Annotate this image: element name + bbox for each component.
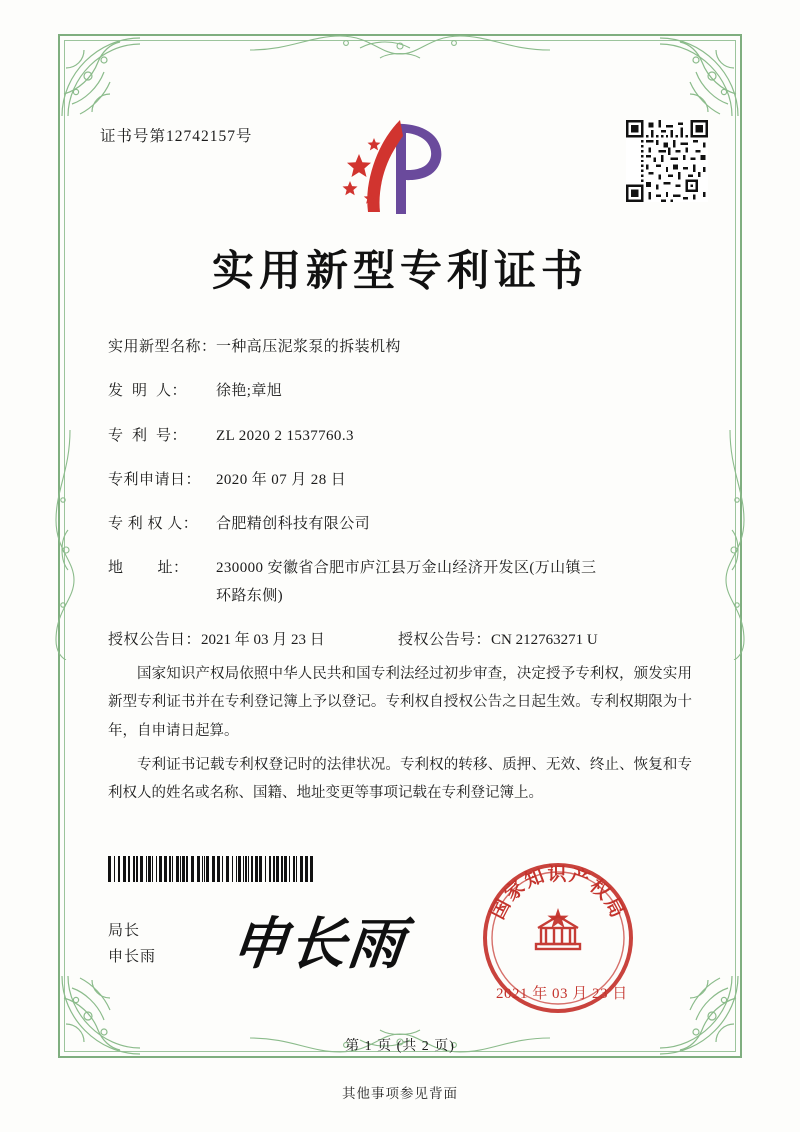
field-utility-model-name	[108, 336, 698, 359]
svg-text:国家知识产权局: 国家知识产权局	[486, 863, 630, 923]
field-value: 合肥精创科技有限公司	[216, 516, 371, 532]
certificate-barcode	[108, 856, 316, 882]
field-patentee	[108, 513, 698, 536]
field-label: 发 明 人：	[108, 383, 188, 400]
field-value: 徐艳;章旭	[216, 383, 283, 400]
field-value: 一种高压泥浆泵的拆装机构	[216, 339, 401, 355]
field-value-line2: 环路东侧)	[216, 587, 283, 604]
director-title-label: 局长	[108, 923, 141, 939]
field-address	[108, 557, 698, 608]
publication-number	[398, 629, 598, 652]
publication-number-label: 授权公告号：	[398, 631, 492, 648]
field-value: 2020 年 07 月 28 日	[216, 471, 347, 488]
field-label: 地 址：	[108, 560, 189, 577]
paragraph-1: 国家知识产权局依照中华人民共和国专利法经过初步审查，决定授予专利权，颁发实用新型专利证书并在专利登记簿上予以登记。专利权自授权公告之日起生效。专利权期限为十年，自申请日起算。	[108, 666, 692, 739]
field-publication	[108, 629, 698, 652]
seal-date: 2021 年 03 月 23 日	[496, 986, 628, 1002]
field-inventor	[108, 380, 698, 403]
publication-date-value: 2021 年 03 月 23 日	[201, 631, 325, 648]
field-label: 实用新型名称：	[108, 339, 217, 355]
handwritten-signature: 申长雨	[228, 911, 410, 977]
field-label: 专 利 号：	[108, 427, 188, 444]
body-text	[108, 660, 692, 813]
cnipa-logo-icon	[340, 118, 458, 218]
verification-qr-code-icon	[626, 120, 708, 202]
publication-number-value: CN 212763271 U	[491, 631, 598, 648]
publication-date-label: 授权公告日：	[108, 631, 202, 648]
director-name: 申长雨	[108, 949, 157, 966]
field-value: ZL 2020 2 1537760.3	[216, 427, 354, 444]
paragraph-2: 专利证书记载专利权登记时的法律状况。专利权的转移、质押、无效、终止、恢复和专利权人的姓名或名称、国籍、地址变更等事项记载在专利登记簿上。	[108, 756, 692, 802]
certificate-fields	[108, 336, 698, 652]
page-number: 第 1 页 (共 2 页)	[345, 1039, 455, 1054]
field-application-date	[108, 469, 698, 492]
field-label: 专 利 权 人：	[108, 516, 199, 532]
field-value	[216, 557, 698, 608]
field-patent-number	[108, 425, 698, 448]
footnote: 其他事项参见背面	[342, 1086, 458, 1101]
signature-block	[108, 918, 156, 971]
field-value-line1: 230000 安徽省合肥市庐江县万金山经济开发区(万山镇三	[216, 560, 597, 577]
certificate-number: 证书号第12742157号	[100, 128, 253, 145]
barcode-gap	[313, 856, 316, 882]
page-title: 实用新型专利证书	[211, 246, 588, 295]
field-label: 专利申请日：	[108, 471, 202, 488]
publication-date	[108, 629, 398, 652]
